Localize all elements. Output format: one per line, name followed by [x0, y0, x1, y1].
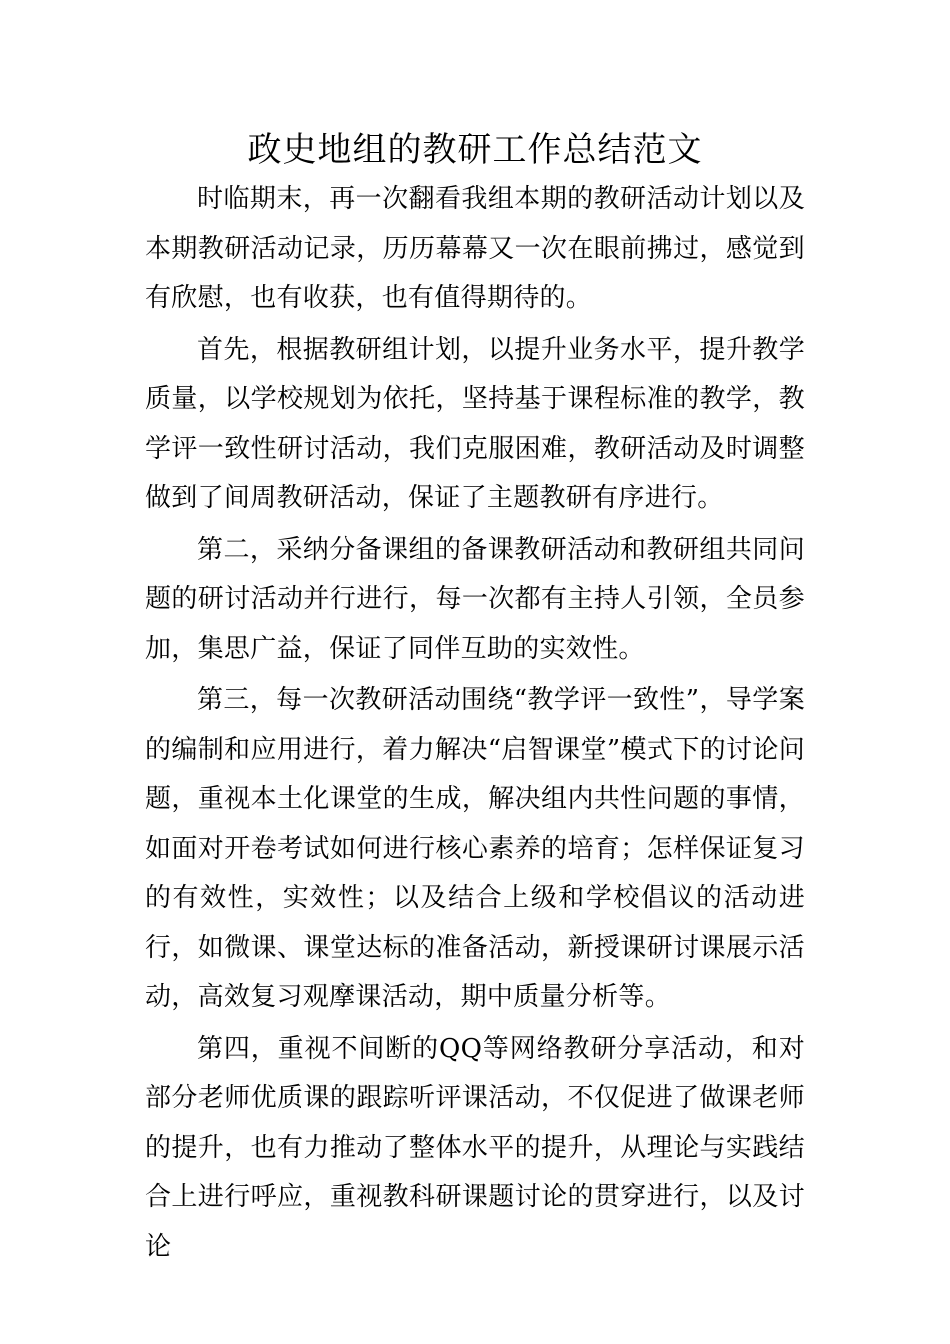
paragraph-2: 首先，根据教研组计划，以提升业务水平，提升教学质量，以学校规划为依托，坚持基于课程标准的教学，教学评一致性研讨活动，我们克服困难，教研活动及时调整做到了间周教研活动，保证了主题教研有序进行。: [145, 334, 805, 513]
document-body: [145, 175, 805, 1274]
paragraph-1: 时临期末，再一次翻看我组本期的教研活动计划以及本期教研活动记录，历历幕幕又一次在眼前拂过，感觉到有欣慰，也有收获，也有值得期待的。: [145, 184, 805, 313]
paragraph-5: 第四，重视不间断的QQ等网络教研分享活动，和对部分老师优质课的跟踪听评课活动，不仅促进了做课老师的提升，也有力推动了整体水平的提升，从理论与实践结合上进行呼应，重视教科研课题讨论的贯穿进行，以及讨论: [145, 1033, 805, 1262]
paragraph-4: 第三，每一次教研活动围绕“教学评一致性”，导学案的编制和应用进行，着力解决“启智课堂”模式下的讨论问题，重视本土化课堂的生成，解决组内共性问题的事情，如面对开卷考试如何进行核心素养的培育；怎样保证复习的有效性，实效性；以及结合上级和学校倡议的活动进行，如微课、课堂达标的准备活动，新授课研讨课展示活动，高效复习观摩课活动，期中质量分析等。: [145, 685, 805, 1012]
paragraph-3: 第二，采纳分备课组的备课教研活动和教研组共同问题的研讨活动并行进行，每一次都有主持人引领，全员参加，集思广益，保证了同伴互助的实效性。: [145, 534, 805, 664]
document-title: 政史地组的教研工作总结范文: [247, 130, 703, 170]
